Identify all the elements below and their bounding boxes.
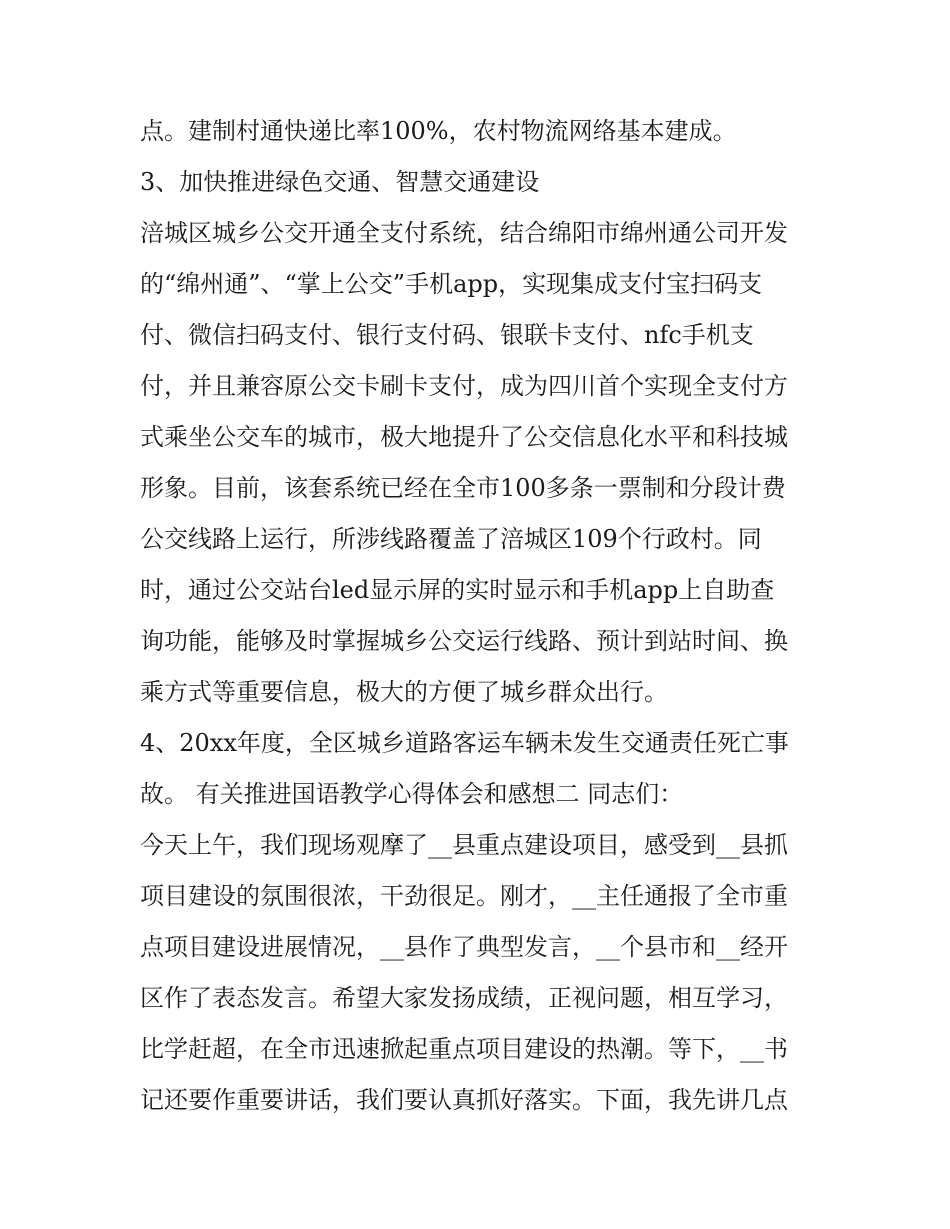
text-line: 项目建设的氛围很浓，干劲很足。刚才，__主任通报了全市重 xyxy=(140,882,788,910)
section-heading: 3、加快推进绿色交通、智慧交通建设 xyxy=(140,168,540,196)
text-line: 4、20xx年度，全区城乡道路客运车辆未发生交通责任死亡事 xyxy=(140,729,789,757)
text-line: 时，通过公交站台led显示屏的实时显示和手机app上自助查 xyxy=(140,576,775,604)
text-line: 故。 有关推进国语教学心得体会和感想二 同志们： xyxy=(140,780,684,808)
text-line: 付、微信扫码支付、银行支付码、银联卡支付、nfc手机支 xyxy=(140,321,754,349)
text-line: 点。建制村通快递比率100%，农村物流网络基本建成。 xyxy=(140,117,737,145)
text-line: 形象。目前，该套系统已经在全市100多条一票制和分段计费 xyxy=(140,474,786,502)
text-line: 涪城区城乡公交开通全支付系统，结合绵阳市绵州通公司开发 xyxy=(140,219,788,247)
text-line: 今天上午，我们现场观摩了__县重点建设项目，感受到__县抓 xyxy=(140,831,788,859)
text-line: 点项目建设进展情况，__县作了典型发言，__个县市和__经开 xyxy=(140,933,788,961)
text-line: 记还要作重要讲话，我们要认真抓好落实。下面，我先讲几点 xyxy=(140,1086,788,1114)
text-line: 乘方式等重要信息，极大的方便了城乡群众出行。 xyxy=(140,678,668,706)
text-line: 的“绵州通”、“掌上公交”手机app，实现集成支付宝扫码支 xyxy=(140,270,763,298)
text-line: 式乘坐公交车的城市，极大地提升了公交信息化水平和科技城 xyxy=(140,423,788,451)
text-line: 比学赶超，在全市迅速掀起重点项目建设的热潮。等下，__书 xyxy=(140,1035,788,1063)
text-line: 询功能，能够及时掌握城乡公交运行线路、预计到站时间、换 xyxy=(140,627,788,655)
text-line: 区作了表态发言。希望大家发扬成绩，正视问题，相互学习， xyxy=(140,984,788,1012)
document-body xyxy=(140,106,830,1126)
text-line: 公交线路上运行，所涉线路覆盖了涪城区109个行政村。同 xyxy=(140,525,762,553)
text-line: 付，并且兼容原公交卡刷卡支付，成为四川首个实现全支付方 xyxy=(140,372,788,400)
